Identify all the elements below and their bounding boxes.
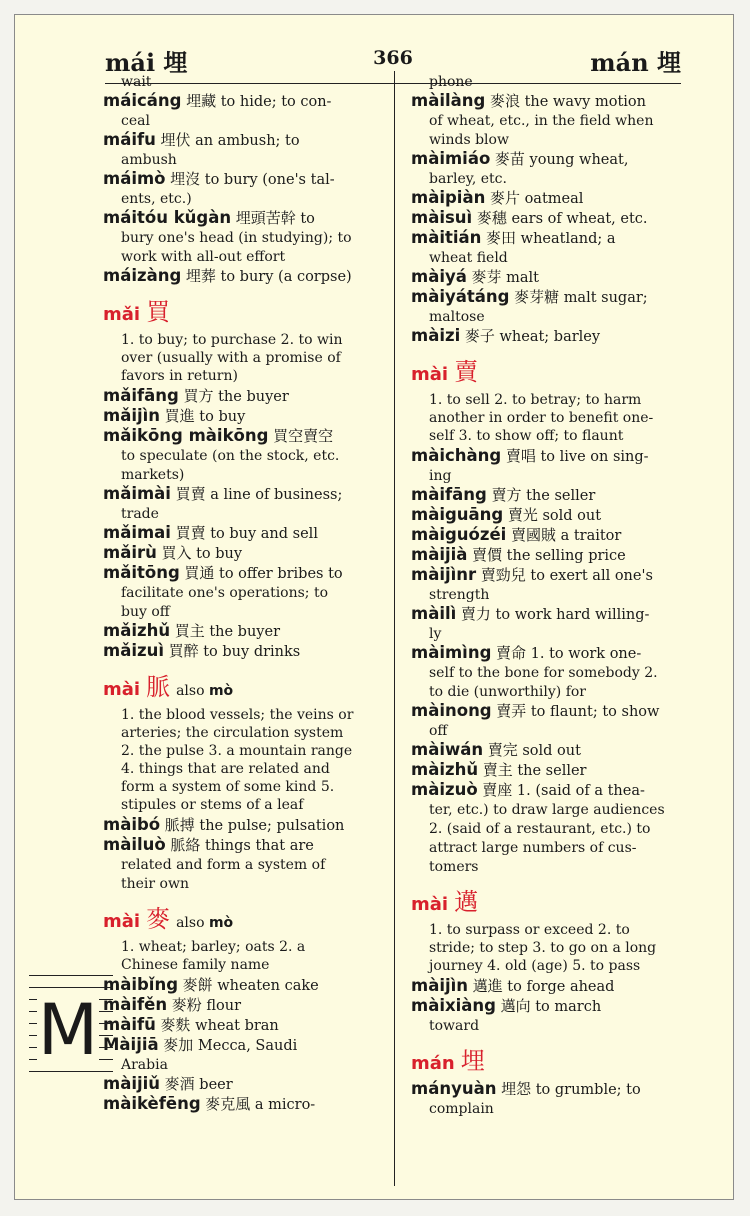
entry-hanzi: 埋沒 [170, 170, 201, 188]
headword-entry [411, 352, 683, 387]
also-label: also [176, 915, 205, 931]
definition-line: 2. the pulse 3. a mountain range [121, 743, 353, 759]
entry-hanzi: 麥浪 [489, 92, 520, 110]
entry-definition: the seller [517, 763, 587, 779]
entry-hanzi: 麥穗 [476, 209, 507, 227]
headword-term: mài [411, 364, 449, 385]
entry-term: màiwán [411, 740, 484, 759]
entry-hanzi: 賣命 [496, 644, 527, 662]
entry-term: máifu [103, 130, 156, 149]
entry-term: Màijiā [103, 1035, 159, 1054]
entry-definition: a line of business; [210, 487, 343, 503]
definition-line: 4. things that are related and [121, 761, 330, 777]
entry-continuation: facilitate one's operations; to [121, 585, 329, 601]
entry-continuation: of wheat, etc., in the field when [429, 113, 654, 129]
definition-line: favors in return) [121, 368, 238, 384]
entry-definition: the buyer [218, 389, 289, 405]
headword-hanzi: 麥 [146, 905, 171, 933]
entry-definition: wheat bran [195, 1018, 279, 1034]
entry-definition: to bury (one's tal- [204, 172, 335, 188]
entry-term: mǎikōng màikōng [103, 426, 269, 445]
entry-definition: to forge ahead [507, 979, 615, 995]
headword-hanzi: 邁 [454, 888, 479, 916]
entry-definition: to flaunt; to show [530, 704, 660, 720]
headword-definition [411, 921, 683, 975]
entry-definition: the selling price [506, 548, 626, 564]
entry-hanzi: 脈絡 [170, 836, 201, 854]
entry-term: máizàng [103, 266, 182, 285]
header-left-guide-word: mái 埋 [105, 48, 188, 77]
thumb-rule [29, 987, 113, 988]
dictionary-entry [103, 1036, 377, 1055]
entry-definition: an ambush; to [195, 133, 300, 149]
headword-definition [103, 938, 377, 974]
entry-hanzi: 買空賣空 [273, 427, 334, 445]
entry-continuation: strength [429, 587, 490, 603]
entry-definition: to hide; to con- [220, 94, 332, 110]
entry-hanzi: 邁向 [500, 997, 531, 1015]
entry-hanzi: 麥芽 [471, 268, 502, 286]
definition-line: arteries; the circulation system [121, 725, 344, 741]
entry-hanzi: 賣勁兒 [480, 566, 526, 584]
entry-definition: ears of wheat, etc. [511, 211, 648, 227]
entry-term: máimò [103, 169, 166, 188]
entry-hanzi: 賣力 [460, 605, 491, 623]
dictionary-entry [411, 605, 683, 624]
definition-line: 1. to sell 2. to betray; to harm [429, 392, 642, 408]
entry-term: màisuì [411, 208, 473, 227]
entry-continuation: phone [429, 74, 473, 90]
headword-definition [103, 706, 377, 814]
dictionary-entry [411, 486, 683, 505]
entry-definition: the pulse; pulsation [199, 818, 345, 834]
entry-continuation: winds blow [429, 132, 509, 148]
dictionary-entry [103, 524, 377, 543]
entry-term: màitián [411, 228, 482, 247]
dictionary-entry [411, 327, 683, 346]
thumb-rule [29, 1071, 113, 1072]
right-column [411, 73, 683, 1119]
dictionary-entry [103, 622, 377, 641]
entry-term: màizuò [411, 780, 478, 799]
entry-term: màilì [411, 604, 457, 623]
dictionary-entry [411, 209, 683, 228]
definition-line: stipules or stems of a leaf [121, 797, 304, 813]
definition-line: another in order to benefit one- [429, 410, 654, 426]
entry-definition: things that are [204, 838, 314, 854]
entry-definition: oatmeal [524, 191, 584, 207]
entry-term: màijìn [411, 976, 469, 995]
entry-hanzi: 賣座 [482, 781, 513, 799]
headword-also-note [176, 915, 233, 931]
dictionary-entry [411, 506, 683, 525]
dictionary-entry [411, 997, 683, 1016]
definition-line: 1. to surpass or exceed 2. to [429, 922, 630, 938]
entry-hanzi: 買進 [164, 407, 195, 425]
entry-definition: young wheat, [529, 152, 629, 168]
entry-term: màizhǔ [411, 760, 479, 779]
thumb-index-tab [29, 975, 113, 1079]
entry-term: mǎitōng [103, 563, 180, 582]
dictionary-entry [103, 1075, 377, 1094]
page-number: 366 [373, 47, 413, 69]
dictionary-entry [103, 544, 377, 563]
entry-term: màilàng [411, 91, 486, 110]
definition-line: form a system of some kind 5. [121, 779, 335, 795]
entry-continuation: bury one's head (in studying); to [121, 230, 352, 246]
entry-term: màijìnr [411, 565, 477, 584]
entry-hanzi: 買醉 [168, 642, 199, 660]
dictionary-entry [411, 229, 683, 248]
dictionary-entry [103, 564, 377, 583]
dictionary-entry [411, 268, 683, 287]
also-term: mò [208, 915, 234, 931]
entry-continuation: their own [121, 876, 189, 892]
entry-hanzi: 賣方 [491, 486, 522, 504]
entry-continuation: buy off [121, 604, 170, 620]
entry-continuation: ents, etc.) [121, 191, 192, 207]
entry-continuation: off [429, 723, 448, 739]
entry-term: mǎimài [103, 484, 171, 503]
entry-definition: to buy drinks [203, 644, 301, 660]
entry-term: mányuàn [411, 1079, 497, 1098]
dictionary-entry [103, 92, 377, 111]
dictionary-entry [411, 781, 683, 800]
entry-definition: the wavy motion [524, 94, 646, 110]
entry-term: mǎirù [103, 543, 157, 562]
entry-term: màiyátáng [411, 287, 510, 306]
header-right-guide-word: mán 埋 [590, 48, 681, 77]
entry-term: mǎizhǔ [103, 621, 171, 640]
dictionary-entry [411, 150, 683, 169]
headword-hanzi: 埋 [460, 1047, 485, 1075]
entry-definition: to exert all one's [530, 568, 653, 584]
dictionary-entry [103, 1016, 377, 1035]
entry-continuation: ing [429, 468, 452, 484]
entry-continuation: wait [121, 74, 152, 90]
entry-hanzi: 麥克風 [205, 1095, 251, 1113]
dictionary-entry [103, 816, 377, 835]
entry-term: máitóu kǔgàn [103, 208, 232, 227]
dictionary-entry [411, 288, 683, 307]
entry-hanzi: 埋伏 [160, 131, 191, 149]
also-term: mò [208, 683, 234, 699]
entry-continuation: to speculate (on the stock, etc. [121, 448, 340, 464]
entry-continuation: Arabia [121, 1057, 168, 1073]
entry-definition: sold out [542, 508, 602, 524]
entry-hanzi: 買方 [183, 387, 214, 405]
entry-continuation: ceal [121, 113, 150, 129]
entry-definition: beer [199, 1077, 233, 1093]
definition-line: 1. to buy; to purchase 2. to win [121, 332, 343, 348]
headword-entry [103, 292, 377, 327]
entry-continuation: attract large numbers of cus- [429, 840, 637, 856]
entry-continuation: self to the bone for somebody 2. [429, 665, 658, 681]
entry-term: màiyá [411, 267, 467, 286]
headword-entry [411, 882, 683, 917]
headword-term: mǎi [103, 304, 141, 325]
entry-continuation: maltose [429, 309, 485, 325]
entry-continuation: toward [429, 1018, 480, 1034]
thumb-letter: M [37, 989, 99, 1071]
dictionary-entry [411, 546, 683, 565]
entry-term: màichàng [411, 446, 502, 465]
entry-definition: to grumble; to [535, 1082, 641, 1098]
entry-definition: a micro- [254, 1097, 316, 1113]
entry-hanzi: 賣主 [482, 761, 513, 779]
entry-term: màifū [103, 1015, 156, 1034]
entry-hanzi: 麥餅 [182, 976, 213, 994]
dictionary-entry [411, 644, 683, 663]
also-label: also [176, 683, 205, 699]
dictionary-entry [411, 741, 683, 760]
dictionary-entry [411, 761, 683, 780]
headword-term: mài [103, 911, 141, 932]
definition-line: stride; to step 3. to go on a long [429, 940, 657, 956]
entry-hanzi: 麥苗 [494, 150, 525, 168]
headword-definition [103, 331, 377, 385]
entry-hanzi: 賣光 [507, 506, 538, 524]
entry-hanzi: 賣完 [487, 741, 518, 759]
headword-hanzi: 買 [146, 298, 171, 326]
dictionary-entry [411, 977, 683, 996]
definition-line: journey 4. old (age) 5. to pass [429, 958, 641, 974]
entry-term: màijià [411, 545, 468, 564]
entry-hanzi: 麥酒 [164, 1075, 195, 1093]
entry-definition: to offer bribes to [219, 566, 343, 582]
entry-hanzi: 麥芽糖 [514, 288, 560, 306]
dictionary-entry [103, 485, 377, 504]
entry-term: màibó [103, 815, 161, 834]
entry-term: mǎizuì [103, 641, 164, 660]
entry-term: màixiàng [411, 996, 496, 1015]
entry-continuation: wheat field [429, 250, 508, 266]
headword-term: mài [103, 679, 141, 700]
entry-term: màiluò [103, 835, 166, 854]
entry-hanzi: 賣唱 [505, 447, 536, 465]
dictionary-entry [103, 267, 377, 286]
entry-term: màipiàn [411, 188, 486, 207]
entry-continuation: to die (unworthily) for [429, 684, 587, 700]
entry-hanzi: 買賣 [175, 485, 206, 503]
entry-hanzi: 麥加 [163, 1036, 194, 1054]
definition-line: over (usually with a promise of [121, 350, 341, 366]
dictionary-entry [103, 407, 377, 426]
entry-term: màizi [411, 326, 461, 345]
entry-definition: flour [206, 998, 242, 1014]
entry-continuation: 2. (said of a restaurant, etc.) to [429, 821, 651, 837]
dictionary-entry [103, 642, 377, 661]
entry-hanzi: 買入 [161, 544, 192, 562]
dictionary-entry [103, 976, 377, 995]
entry-hanzi: 麥子 [464, 327, 495, 345]
definition-line: 1. the blood vessels; the veins or [121, 707, 354, 723]
entry-continuation: work with all-out effort [121, 249, 286, 265]
entry-definition: Mecca, Saudi [197, 1038, 298, 1054]
entry-hanzi: 買賣 [175, 524, 206, 542]
entry-term: màinong [411, 701, 492, 720]
entry-term: màiguāng [411, 505, 504, 524]
entry-definition: wheat; barley [499, 329, 601, 345]
entry-term: màimìng [411, 643, 492, 662]
entry-definition: to [300, 211, 315, 227]
dictionary-entry [411, 526, 683, 545]
entry-hanzi: 麥麩 [160, 1016, 191, 1034]
entry-definition: to march [535, 999, 602, 1015]
dictionary-page [14, 14, 734, 1200]
entry-term: màimiáo [411, 149, 491, 168]
entry-continuation: markets) [121, 467, 185, 483]
entry-definition: wheatland; a [520, 231, 616, 247]
dictionary-entry [411, 447, 683, 466]
entry-continuation: tomers [429, 859, 479, 875]
entry-term: mǎijìn [103, 406, 161, 425]
entry-hanzi: 買主 [174, 622, 205, 640]
entry-hanzi: 埋頭苦幹 [235, 209, 296, 227]
dictionary-entry [103, 209, 377, 228]
dictionary-entry [103, 427, 377, 446]
definition-line: Chinese family name [121, 957, 270, 973]
entry-term: màifāng [411, 485, 487, 504]
entry-continuation: complain [429, 1101, 494, 1117]
entry-hanzi: 邁進 [472, 977, 503, 995]
entry-term: mǎimai [103, 523, 171, 542]
entry-hanzi: 埋葬 [185, 267, 216, 285]
dictionary-entry [103, 996, 377, 1015]
entry-hanzi: 埋怨 [501, 1080, 532, 1098]
entry-hanzi: 賣弄 [496, 702, 527, 720]
entry-definition: 1. to work one- [530, 646, 642, 662]
entry-definition: to buy and sell [210, 526, 318, 542]
entry-definition: to buy [199, 409, 246, 425]
entry-definition: the buyer [209, 624, 281, 640]
definition-line: 1. wheat; barley; oats 2. a [121, 939, 306, 955]
entry-definition: sold out [522, 743, 581, 759]
headword-entry [411, 1041, 683, 1076]
entry-hanzi: 麥粉 [171, 996, 202, 1014]
headword-hanzi: 賣 [454, 358, 479, 386]
entry-hanzi: 賣價 [472, 546, 503, 564]
entry-definition: malt sugar; [563, 290, 648, 306]
headword-entry [103, 667, 377, 702]
dictionary-entry [411, 1080, 683, 1099]
left-column [103, 73, 377, 1115]
entry-continuation: ly [429, 626, 442, 642]
entry-continuation: ter, etc.) to draw large audiences [429, 802, 665, 818]
entry-term: màifěn [103, 995, 168, 1014]
column-divider [394, 71, 395, 1186]
dictionary-entry [103, 1095, 377, 1114]
headword-entry [103, 899, 377, 934]
entry-term: màijiǔ [103, 1074, 161, 1093]
dictionary-entry [103, 170, 377, 189]
entry-term: màiguózéi [411, 525, 507, 544]
headword-also-note [176, 683, 233, 699]
dictionary-entry [411, 189, 683, 208]
entry-term: mǎifāng [103, 386, 179, 405]
entry-definition: a traitor [560, 528, 622, 544]
entry-hanzi: 埋藏 [186, 92, 217, 110]
entry-hanzi: 脈搏 [164, 816, 195, 834]
dictionary-entry [411, 566, 683, 585]
entry-continuation: barley, etc. [429, 171, 507, 187]
headword-term: mài [411, 894, 449, 915]
entry-definition: the seller [526, 488, 596, 504]
dictionary-entry [411, 702, 683, 721]
entry-term: máicáng [103, 91, 182, 110]
entry-hanzi: 賣國賊 [510, 526, 556, 544]
entry-continuation: ambush [121, 152, 177, 168]
entry-definition: to work hard willing- [495, 607, 650, 623]
entry-hanzi: 麥田 [486, 229, 517, 247]
entry-definition: to live on sing- [540, 449, 649, 465]
entry-definition: to buy [196, 546, 243, 562]
headword-hanzi: 脈 [146, 673, 171, 701]
headword-definition [411, 391, 683, 445]
entry-term: màibǐng [103, 975, 179, 994]
headword-term: mán [411, 1053, 455, 1074]
dictionary-entry [103, 131, 377, 150]
definition-line: self 3. to show off; to flaunt [429, 428, 624, 444]
entry-term: màikèfēng [103, 1094, 201, 1113]
entry-continuation: trade [121, 506, 159, 522]
thumb-rule [29, 975, 113, 976]
entry-definition: wheaten cake [217, 978, 319, 994]
entry-continuation: related and form a system of [121, 857, 326, 873]
entry-definition: 1. (said of a thea- [516, 783, 645, 799]
dictionary-entry [103, 387, 377, 406]
dictionary-entry [411, 92, 683, 111]
entry-definition: to bury (a corpse) [220, 269, 352, 285]
entry-hanzi: 麥片 [489, 189, 520, 207]
entry-definition: malt [506, 270, 539, 286]
dictionary-entry [103, 836, 377, 855]
entry-hanzi: 買通 [184, 564, 215, 582]
